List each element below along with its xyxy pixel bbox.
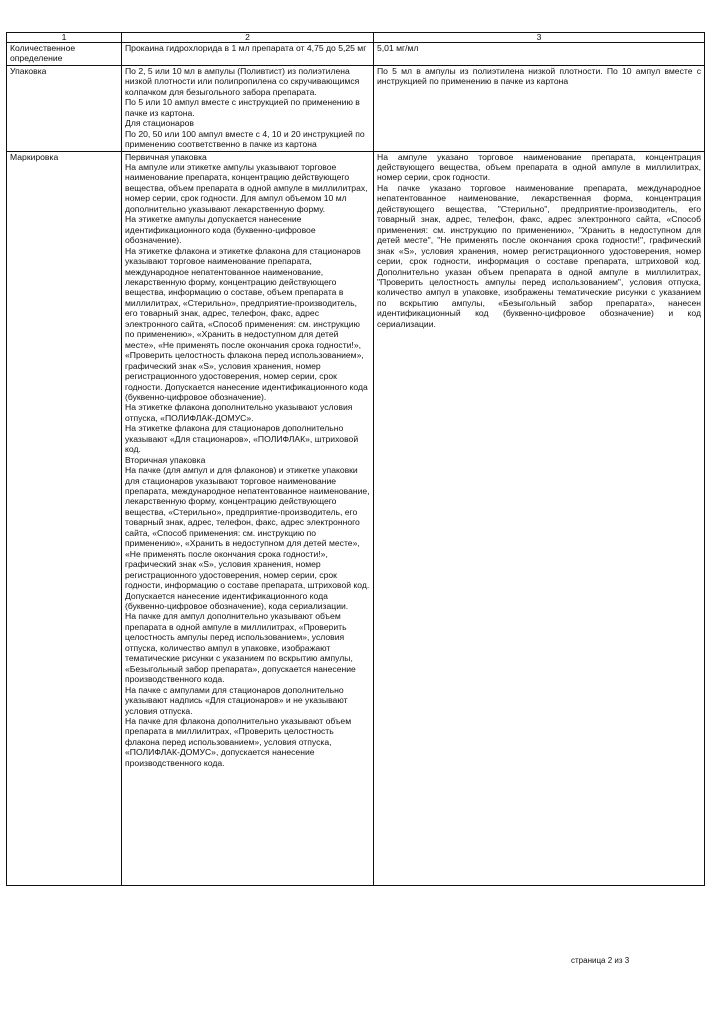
requirement-cell: Первичная упаковка На ампуле или этикетке ампулы указывают торговое наименование препарата, концентрацию действующего вещества, объем препарата в одной ампуле в миллилитрах, номер серии, срок годности. Для ампул объемом 10 мл дополнительно указывают лекарственную форму. На этикетке ампулы допускается нанесение идентификационного кода (буквенно-цифровое обозначение). На этикетке флакона и этикетке флакона для стационаров указывают торговое наименование препарата, международное непатентованное наименование, лекарственную форму, концентрацию действующего вещества, информацию о составе, объем препарата в миллилитрах, «Стерильно», предприятие-производитель, его товарный знак, адрес, телефон, факс, адрес электронного сайта, «Способ применения: см. инструкцию по применению», «Хранить в недоступном для детей месте», «Не применять после окончания срока годности!», «Проверить целостность флакона перед использованием», графический знак «S», условия хранения, номер регистрационного удостоверения, номер серии, срок годности. Допускается нанесение идентификационного кода (буквенно-цифровое обозначение). На этикетке флакона дополнительно указывают условия отпуска, «ПОЛИФЛАК-ДОМУС». На этикетке флакона для стационаров дополнительно указывают «Для стационаров», «ПОЛИФЛАК», штриховой код. Вторичная упаковка На пачке (для ампул и для флаконов) и этикетке упаковки для стационаров указывают торговое наименование препарата, международное непатентованное наименование, лекарственную форму, концентрацию действующего вещества, «Стерильно», предприятие-производитель, его товарный знак, адрес, телефон, факс, адрес электронного сайта, «Способ применения: см. инструкцию по применению», «Хранить в недоступном для детей месте», «Не применять после окончания срока годности!», графический знак «S», условия хранения, номер регистрационного удостоверения, номер серии, срок годности, информацию о составе препарата, штриховой код. Допускается нанесение идентификационного кода (буквенно-цифровое обозначение), кода сериализации. На пачке для ампул дополнительно указывают объем препарата в одной ампуле в миллилитрах, «Проверить целостность ампулы перед использованием», условия отпуска, количество ампул в упаковке, изображают тематические рисунки с указанием по вскрытию ампулы, «Безыгольный забор препарата», допускается нанесение производственного кода. На пачке с ампулами для стационаров дополнительно указывают надпись «Для стационаров» и не указывают условия отпуска. На пачке для флакона дополнительно указывают объем препарата в миллилитрах, «Проверить целостность флакона перед использованием», условия отпуска, «ПОЛИФЛАК-ДОМУС», допускается нанесение производственного кода. [122,151,374,885]
column-number-row [7,33,705,43]
specification-table [6,32,705,886]
row-label: Маркировка [7,151,122,885]
column-number-1: 1 [7,33,122,43]
page-number: страница 2 из 3 [571,956,630,965]
result-cell: По 5 мл в ампулы из полиэтилена низкой плотности. По 10 ампул вместе с инструкцией по применению в пачке из картона [374,65,705,151]
table-row-packaging [7,65,705,151]
table-row-labeling [7,151,705,885]
requirement-cell: По 2, 5 или 10 мл в ампулы (Поливтист) из полиэтилена низкой плотности или полипропилена со скручивающимся колпачком для безыгольного забора препарата. По 5 или 10 ампул вместе с инструкцией по применению в пачке из картона. Для стационаров По 20, 50 или 100 ампул вместе с 4, 10 и 20 инструкцией по применению соответственно в пачке из картона [122,65,374,151]
result-cell: На ампуле указано торговое наименование препарата, концентрация действующего вещества, объем препарата в одной ампуле в миллилитрах, номер серии, срок годности. На пачке указано торговое наименование препарата, международное непатентованное наименование, лекарственная форма, концентрация действующего вещества, "Стерильно", предприятие-производитель, его товарный знак, адрес, телефон, факс, адрес электронного сайта, «Способ применения: см. инструкцию по применению», "Хранить в недоступном для детей месте", "Не применять после окончания срока годности!", графический знак «S», условия хранения, номер регистрационного удостоверения, номер серии, срок годности, информация о составе препарата, штриховой код. Дополнительно указан объем препарата в одной ампуле в миллилитрах, "Проверить целостность ампулы перед использованием", условия отпуска, количество ампул в упаковке, изображены тематические рисунки с указанием по вскрытию ампулы, «Безыгольный забор препарата», нанесен идентификационный код (буквенно-цифровое обозначение) и код сериализации. [374,151,705,885]
table-row-quantitative [7,43,705,66]
requirement-cell: Прокаина гидрохлорида в 1 мл препарата от 4,75 до 5,25 мг [122,43,374,66]
row-label: Упаковка [7,65,122,151]
result-cell: 5,01 мг/мл [374,43,705,66]
column-number-3: 3 [374,33,705,43]
row-label: Количественное определение [7,43,122,66]
column-number-2: 2 [122,33,374,43]
